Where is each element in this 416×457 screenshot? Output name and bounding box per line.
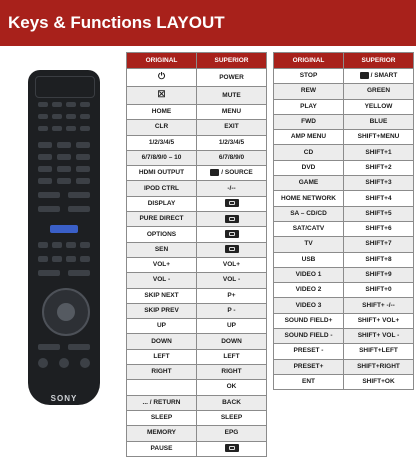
table-row — [274, 130, 414, 145]
remote-button — [80, 358, 90, 368]
remote-button — [52, 114, 62, 119]
remote-button — [38, 154, 52, 160]
cell-text: -/-- — [227, 184, 236, 192]
cell-text: OPTIONS — [146, 230, 177, 238]
cell-text: SHIFT+ VOL - — [357, 332, 400, 340]
cell-text: VOL+ — [222, 261, 241, 269]
cell-text: SHIFT+6 — [365, 225, 392, 233]
original-key-cell — [274, 145, 344, 160]
superior-key-cell — [344, 329, 414, 344]
remote-button — [38, 102, 48, 107]
table-row — [274, 176, 414, 191]
cell-text: 1/2/3/4/5 — [148, 138, 175, 146]
remote-button — [57, 142, 71, 148]
cell-text: SHIFT+0 — [365, 286, 392, 294]
original-key-cell — [274, 374, 344, 389]
remote-button — [59, 358, 69, 368]
superior-key-cell — [197, 380, 267, 395]
original-key-cell — [127, 257, 197, 272]
superior-key-cell — [197, 426, 267, 441]
cell-text: MENU — [221, 108, 242, 116]
superior-key-cell — [197, 69, 267, 87]
table-row — [274, 252, 414, 267]
cell-text: SLEEP — [220, 414, 243, 422]
cell-text: 1/2/3/4/5 — [218, 138, 245, 146]
remote-button — [52, 256, 62, 262]
remote-blue-button — [50, 225, 78, 233]
cell-text: HOME NETWORK — [281, 194, 336, 202]
remote-button — [38, 344, 60, 350]
cell-text: SHIFT+9 — [365, 271, 392, 278]
cell-text: SHIFT+1 — [365, 148, 392, 156]
remote-button — [68, 270, 90, 276]
superior-key-cell — [344, 99, 414, 114]
cell-text: DOWN — [221, 337, 242, 345]
remote-button — [38, 270, 60, 276]
cell-text: USB — [301, 255, 316, 263]
superior-key-cell — [197, 87, 267, 105]
cell-text: YELLOW — [364, 102, 393, 110]
cell-text: SHIFT+4 — [365, 194, 392, 202]
page-title: Keys & Functions LAYOUT — [8, 13, 225, 32]
original-key-cell — [274, 114, 344, 129]
original-key-cell — [127, 196, 197, 211]
original-key-cell — [127, 303, 197, 318]
remote-button — [38, 126, 48, 131]
superior-key-cell — [197, 273, 267, 288]
cell-text: VOL - — [222, 276, 241, 284]
cell-text: MUTE — [222, 91, 241, 99]
table-row — [127, 166, 267, 181]
remote-button — [52, 242, 62, 248]
table-row — [274, 329, 414, 344]
remote-button-icon — [225, 199, 239, 207]
remote-button — [38, 192, 60, 198]
cell-text: VIDEO 1 — [295, 271, 322, 278]
table-row — [274, 69, 414, 84]
original-key-cell — [127, 426, 197, 441]
table-row — [127, 120, 267, 135]
cell-text: POWER — [219, 73, 244, 81]
superior-key-cell — [344, 114, 414, 129]
cell-text: ... / RETURN — [142, 398, 181, 406]
cell-text: EXIT — [224, 123, 239, 131]
remote-button — [38, 166, 52, 172]
original-key-cell — [127, 380, 197, 395]
cell-text: OK — [226, 383, 237, 391]
cell-text: UP — [156, 322, 167, 330]
superior-key-cell — [197, 319, 267, 334]
superior-key-cell — [344, 359, 414, 374]
table-row — [274, 191, 414, 206]
cell-text: DVD — [301, 163, 316, 171]
original-key-cell — [127, 135, 197, 150]
superior-key-cell — [197, 334, 267, 349]
remote-dpad — [42, 288, 90, 336]
table-row — [127, 242, 267, 257]
cell-text: GAME — [298, 179, 319, 187]
column-header-original: ORIGINAL — [127, 53, 197, 69]
table-row — [274, 313, 414, 328]
superior-key-cell — [344, 252, 414, 267]
original-key-cell — [274, 283, 344, 298]
table-row — [127, 150, 267, 165]
superior-key-cell — [344, 298, 414, 313]
table-row — [274, 99, 414, 114]
superior-key-cell — [197, 135, 267, 150]
cell-text: SHIFT+2 — [365, 163, 392, 171]
original-key-cell — [127, 181, 197, 196]
cell-text: EPG — [224, 429, 239, 437]
remote-control-image — [28, 70, 100, 405]
superior-key-cell — [197, 349, 267, 364]
remote-button — [52, 102, 62, 107]
superior-key-cell — [197, 181, 267, 196]
column-header-superior: SUPERIOR — [197, 53, 267, 69]
superior-key-cell — [344, 191, 414, 206]
original-key-cell — [127, 105, 197, 120]
superior-key-cell — [344, 160, 414, 175]
remote-dpad-center — [57, 303, 75, 321]
table-row — [274, 359, 414, 374]
table-row — [127, 349, 267, 364]
original-key-cell — [127, 120, 197, 135]
superior-key-cell — [197, 242, 267, 257]
table-row — [127, 181, 267, 196]
right-mapping-table — [273, 52, 414, 390]
table-row — [274, 160, 414, 175]
remote-button — [38, 358, 48, 368]
superior-key-cell — [344, 221, 414, 236]
cell-text: DOWN — [151, 337, 172, 345]
table-row — [127, 365, 267, 380]
remote-button — [76, 166, 90, 172]
cell-text: BACK — [222, 398, 241, 406]
original-key-cell — [274, 221, 344, 236]
table-row — [127, 196, 267, 211]
cell-text: FWD — [301, 118, 316, 126]
original-key-cell — [127, 395, 197, 410]
remote-button — [52, 126, 62, 131]
table-row — [127, 303, 267, 318]
original-key-cell — [274, 160, 344, 175]
original-key-cell — [127, 410, 197, 425]
cell-text: SHIFT+LEFT — [359, 347, 398, 355]
remote-button — [38, 178, 52, 184]
title-banner — [0, 0, 416, 46]
column-header-superior: SUPERIOR — [344, 53, 414, 69]
cell-text: LEFT — [223, 352, 240, 360]
table-row — [274, 283, 414, 298]
table-row — [274, 298, 414, 313]
table-row — [127, 441, 267, 456]
cell-text: LEFT — [153, 352, 170, 360]
table-row — [274, 267, 414, 282]
table-row — [127, 257, 267, 272]
table-row — [127, 227, 267, 242]
table-row — [274, 237, 414, 252]
remote-button — [68, 344, 90, 350]
cell-text: SEN — [154, 245, 169, 253]
superior-key-cell — [197, 365, 267, 380]
original-key-cell — [274, 99, 344, 114]
table-header-row — [127, 53, 267, 69]
table-row — [274, 145, 414, 160]
remote-button — [80, 242, 90, 248]
cell-text: SA – CD/CD — [290, 209, 327, 217]
cell-text: PRESET - — [293, 347, 324, 355]
cell-text: UP — [226, 322, 237, 330]
remote-button-icon — [210, 169, 219, 176]
cell-text: GREEN — [366, 87, 391, 95]
original-key-cell — [274, 69, 344, 84]
cell-text: SHIFT+ -/-- — [362, 301, 395, 309]
cell-text: SLEEP — [150, 414, 173, 422]
superior-key-cell — [197, 150, 267, 165]
remote-button — [57, 154, 71, 160]
remote-button — [76, 178, 90, 184]
cell-text: PAUSE — [150, 444, 173, 452]
remote-button-icon — [225, 245, 239, 253]
superior-key-cell — [344, 145, 414, 160]
table-header-row — [274, 53, 414, 69]
table-row — [274, 221, 414, 236]
cell-text: STOP — [299, 72, 318, 80]
remote-button — [38, 114, 48, 119]
cell-text: SHIFT+3 — [365, 179, 392, 187]
original-key-cell — [127, 334, 197, 349]
original-key-cell — [127, 273, 197, 288]
cell-text: SOUND FIELD - — [284, 332, 333, 340]
remote-brand-logo: SONY — [50, 394, 78, 403]
original-key-cell — [127, 227, 197, 242]
superior-key-cell — [344, 84, 414, 99]
cell-text: SHIFT+8 — [365, 255, 392, 263]
cell-text: 6/7/8/9/0 — [218, 154, 245, 162]
original-key-cell — [274, 267, 344, 282]
cell-text: PURE DIRECT — [139, 215, 184, 223]
mute-icon-glyph: ☒ — [157, 89, 166, 99]
table-row — [274, 114, 414, 129]
table-row — [127, 380, 267, 395]
cell-text: SKIP NEXT — [144, 291, 179, 299]
power-icon-glyph: ⏻ — [157, 71, 166, 81]
table-row — [127, 135, 267, 150]
left-mapping-table — [126, 52, 267, 457]
cell-text: MEMORY — [146, 429, 176, 437]
superior-key-cell — [344, 130, 414, 145]
original-key-cell — [274, 191, 344, 206]
original-key-cell — [274, 359, 344, 374]
table-row — [274, 206, 414, 221]
cell-text: SOUND FIELD+ — [284, 316, 333, 324]
cell-text: SHIFT+OK — [362, 378, 395, 386]
superior-key-cell — [197, 303, 267, 318]
original-key-cell — [127, 349, 197, 364]
superior-key-cell — [197, 166, 267, 181]
table-row — [127, 395, 267, 410]
cell-text: PLAY — [300, 102, 317, 110]
cell-text: CLR — [154, 123, 169, 131]
original-key-cell — [127, 441, 197, 456]
table-row — [127, 334, 267, 349]
table-row — [127, 410, 267, 425]
remote-button — [66, 102, 76, 107]
original-key-cell — [274, 130, 344, 145]
cell-text: SHIFT+MENU — [357, 133, 400, 141]
cell-text: HOME — [151, 108, 172, 116]
remote-button — [80, 256, 90, 262]
table-row — [127, 87, 267, 105]
superior-key-cell — [197, 196, 267, 211]
superior-key-cell — [197, 212, 267, 227]
original-key-cell — [274, 344, 344, 359]
cell-text: IPOD CTRL — [143, 184, 180, 192]
superior-key-cell — [197, 410, 267, 425]
table-row — [274, 344, 414, 359]
remote-button-icon — [360, 72, 369, 79]
superior-key-cell — [197, 441, 267, 456]
cell-text: ENT — [302, 378, 315, 386]
remote-button — [66, 256, 76, 262]
remote-button — [68, 192, 90, 198]
cell-text: VOL+ — [152, 261, 171, 269]
original-key-cell — [274, 237, 344, 252]
cell-text: RIGHT — [221, 368, 242, 376]
cell-text: P - — [227, 307, 236, 314]
original-key-cell — [127, 87, 197, 105]
remote-button — [57, 178, 71, 184]
cell-text: SHIFT+ VOL+ — [357, 316, 400, 324]
original-key-cell — [127, 212, 197, 227]
cell-text: / SMART — [370, 72, 398, 80]
cell-text: REW — [300, 87, 317, 95]
original-key-cell — [127, 365, 197, 380]
original-key-cell — [127, 166, 197, 181]
remote-button — [80, 126, 90, 131]
remote-button — [38, 142, 52, 148]
cell-text: SHIFT+7 — [365, 240, 392, 248]
remote-button-icon — [225, 444, 239, 452]
superior-key-cell — [344, 237, 414, 252]
cell-text: SHIFT+RIGHT — [357, 362, 400, 370]
cell-text: HDMI OUTPUT — [138, 169, 185, 177]
cell-text: PRESET+ — [293, 362, 324, 370]
superior-key-cell — [197, 105, 267, 120]
cell-text: AMP MENU — [290, 133, 327, 141]
cell-text: VIDEO 3 — [295, 301, 322, 309]
remote-button — [66, 242, 76, 248]
cell-text: 6/7/8/9/0 – 10 — [141, 154, 182, 162]
superior-key-cell — [344, 176, 414, 191]
cell-text: / SOURCE — [221, 169, 253, 177]
cell-text: SAT/CATV — [292, 225, 325, 233]
original-key-cell — [127, 242, 197, 257]
superior-key-cell — [197, 395, 267, 410]
superior-key-cell — [344, 283, 414, 298]
original-key-cell — [127, 150, 197, 165]
remote-button — [66, 126, 76, 131]
cell-text: BLUE — [369, 118, 388, 126]
table-row — [127, 319, 267, 334]
table-row — [127, 273, 267, 288]
remote-button — [38, 242, 48, 248]
original-key-cell — [274, 298, 344, 313]
cell-text: DISPLAY — [147, 199, 176, 207]
remote-button — [80, 102, 90, 107]
remote-button-icon — [225, 230, 239, 238]
remote-button — [66, 114, 76, 119]
superior-key-cell — [197, 120, 267, 135]
remote-button — [76, 142, 90, 148]
table-row — [274, 84, 414, 99]
original-key-cell — [127, 69, 197, 87]
original-key-cell — [127, 288, 197, 303]
cell-text: CD — [303, 148, 314, 156]
cell-text: P+ — [227, 291, 236, 299]
superior-key-cell — [344, 206, 414, 221]
superior-key-cell — [344, 267, 414, 282]
cell-text: SHIFT+5 — [365, 209, 392, 217]
remote-button — [68, 206, 90, 212]
cell-text: TV — [304, 240, 313, 248]
column-header-original: ORIGINAL — [274, 53, 344, 69]
cell-text: RIGHT — [151, 368, 172, 376]
superior-key-cell — [344, 344, 414, 359]
cell-text: VIDEO 2 — [295, 286, 322, 294]
table-row — [274, 374, 414, 389]
superior-key-cell — [344, 69, 414, 84]
table-row — [127, 212, 267, 227]
superior-key-cell — [344, 374, 414, 389]
cell-text: VOL - — [152, 276, 171, 284]
superior-key-cell — [197, 227, 267, 242]
table-row — [127, 69, 267, 87]
superior-key-cell — [197, 288, 267, 303]
original-key-cell — [274, 252, 344, 267]
remote-top-panel — [35, 76, 95, 98]
original-key-cell — [274, 313, 344, 328]
original-key-cell — [274, 176, 344, 191]
original-key-cell — [274, 329, 344, 344]
remote-button — [38, 206, 60, 212]
superior-key-cell — [344, 313, 414, 328]
superior-key-cell — [197, 257, 267, 272]
remote-button — [80, 114, 90, 119]
original-key-cell — [127, 319, 197, 334]
cell-text: SKIP PREV — [144, 307, 179, 314]
remote-button-icon — [225, 215, 239, 223]
original-key-cell — [274, 84, 344, 99]
remote-button — [76, 154, 90, 160]
remote-button — [57, 166, 71, 172]
table-row — [127, 288, 267, 303]
table-row — [127, 105, 267, 120]
remote-button — [38, 256, 48, 262]
table-row — [127, 426, 267, 441]
original-key-cell — [274, 206, 344, 221]
